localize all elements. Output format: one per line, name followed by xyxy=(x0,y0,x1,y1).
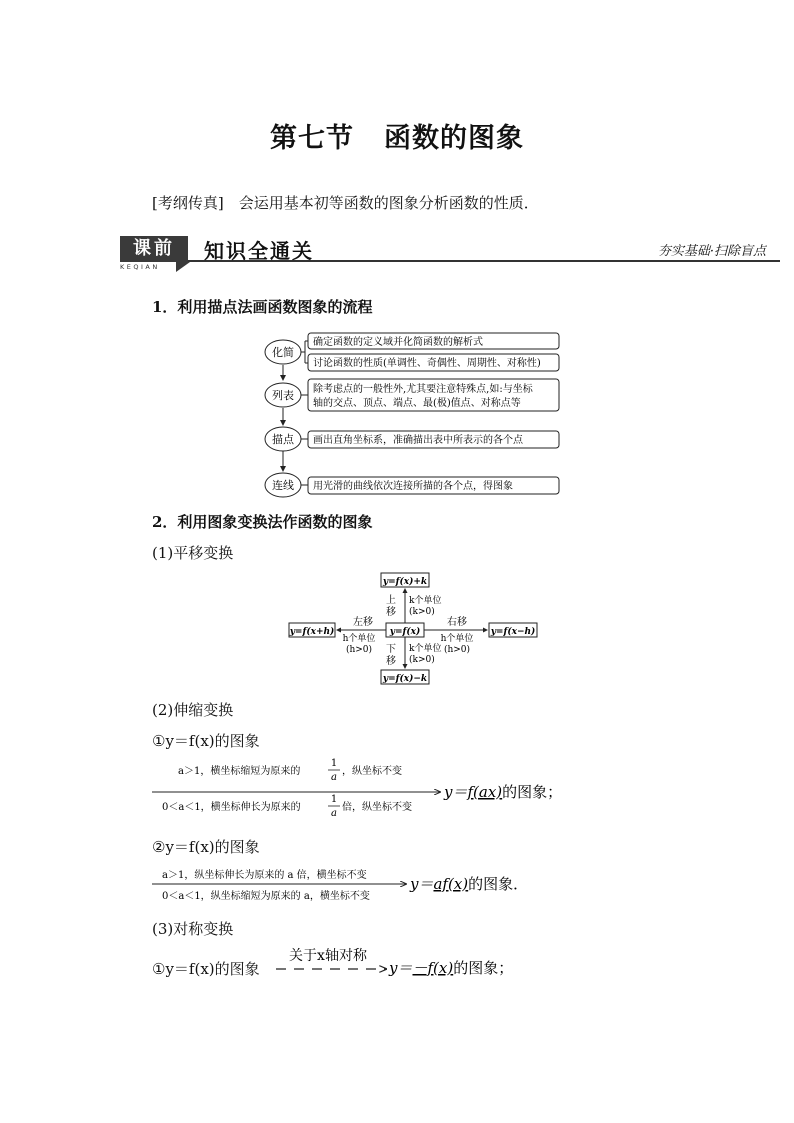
scaling2-top-cond: a＞1，纵坐标伸长为原来的 a 倍，横坐标不变 xyxy=(162,870,367,881)
translation-right: y=f(x−h) xyxy=(490,627,536,637)
banner-title: 知识全通关 xyxy=(204,239,314,263)
down-label-2: 移 xyxy=(386,656,396,667)
step2-item2: 轴的交点、顶点、端点、最(极)值点、对称点等 xyxy=(313,398,521,409)
scaling1-result-pre: y＝ xyxy=(444,783,468,801)
translation-bottom: y=f(x)−k xyxy=(382,674,428,684)
symmetry-result-post: 的图象； xyxy=(453,959,514,977)
banner-badge: 课前 xyxy=(120,236,188,262)
right-cond-2: (h>0) xyxy=(443,645,471,655)
scaling1-top-cond-b: ，纵坐标不变 xyxy=(342,766,402,777)
scaling-item2-diagram xyxy=(150,864,590,906)
scaling2-result-pre: y＝ xyxy=(410,875,434,893)
symmetry-item1-diagram xyxy=(268,942,528,982)
scaling1-result-ul: f(ax) xyxy=(467,783,503,801)
left-cond-2: (h>0) xyxy=(345,645,373,655)
banner-badge-sub: KEQIAN xyxy=(120,263,160,271)
frac2-num: 1 xyxy=(330,794,338,805)
symmetry-arrow-label: 关于x轴对称 xyxy=(289,948,367,964)
down-label-1: 下 xyxy=(386,644,396,655)
frac1-den: a xyxy=(331,772,337,783)
scaling-heading: (2)伸缩变换 xyxy=(152,701,234,719)
title-main: 第七节 xyxy=(270,123,354,154)
translation-diagram xyxy=(285,570,545,688)
right-cond-1: h个单位 xyxy=(440,634,474,644)
translation-center: y=f(x) xyxy=(389,627,421,637)
step1-item1: 确定函数的定义域并化简函数的解析式 xyxy=(313,337,483,348)
syllabus-text: [考纲传真] 会运用基本初等函数的图象分析函数的性质． xyxy=(152,194,539,212)
left-cond-1: h个单位 xyxy=(342,634,376,644)
step-label-4: 连线 xyxy=(272,479,294,492)
scaling2-result-post: 的图象． xyxy=(468,875,529,893)
scaling1-bottom-cond-b: 倍，纵坐标不变 xyxy=(342,802,412,813)
step2-item1: 除考虑点的一般性外,尤其要注意特殊点,如:与坐标 xyxy=(313,384,533,395)
up-cond-1: k个单位 xyxy=(409,596,442,606)
up-label-2: 移 xyxy=(386,607,396,618)
step4-item1: 用光滑的曲线依次连接所描的各个点，得图象 xyxy=(313,481,513,492)
frac1-num: 1 xyxy=(330,758,338,769)
scaling2-result-ul: af(x) xyxy=(433,875,469,893)
translation-left: y=f(x+h) xyxy=(289,627,335,637)
symmetry-item1-lead: ①y＝f(x)的图象 xyxy=(152,960,260,978)
page-title xyxy=(0,116,794,155)
frac2-den: a xyxy=(331,808,337,819)
step-label-1: 化简 xyxy=(272,346,294,359)
symmetry-result-pre: y＝ xyxy=(389,959,413,977)
symmetry-result-ul: －f(x) xyxy=(412,959,454,977)
symmetry-heading: (3)对称变换 xyxy=(152,920,234,938)
scaling1-bottom-cond-a: 0＜a＜1，横坐标伸长为原来的 xyxy=(162,802,301,813)
scaling1-top-cond-a: a＞1，横坐标缩短为原来的 xyxy=(178,766,301,777)
step-label-3: 描点 xyxy=(272,433,294,446)
right-label: 右移 xyxy=(447,617,467,628)
section1-heading: 1．利用描点法画函数图象的流程 xyxy=(152,298,373,316)
translation-top: y=f(x)+k xyxy=(382,577,428,587)
svg-text:y＝f(ax)的图象； xyxy=(443,783,562,801)
svg-text:y＝－f(x)的图象； xyxy=(388,959,513,977)
step-label-2: 列表 xyxy=(272,389,294,402)
scaling-item2-lead: ②y＝f(x)的图象 xyxy=(152,838,260,856)
left-label: 左移 xyxy=(353,617,373,628)
up-label-1: 上 xyxy=(386,595,396,606)
step1-item2: 讨论函数的性质(单调性、奇偶性、周期性、对称性) xyxy=(313,358,541,369)
banner-tagline: 夯实基础·扫除盲点 xyxy=(657,244,766,259)
up-cond-2: (k>0) xyxy=(409,607,435,617)
down-cond-1: k个单位 xyxy=(409,644,442,654)
scaling-item1-lead: ①y＝f(x)的图象 xyxy=(152,732,260,750)
scaling1-result-post: 的图象； xyxy=(502,783,563,801)
translation-heading: (1)平移变换 xyxy=(152,544,234,562)
svg-text:y＝af(x)的图象． xyxy=(409,875,528,893)
section2-heading: 2．利用图象变换法作函数的图象 xyxy=(152,513,373,531)
title-sub: 函数的图象 xyxy=(384,123,524,154)
flowchart-diagram xyxy=(255,328,565,500)
step3-item1: 画出直角坐标系，准确描出表中所表示的各个点 xyxy=(313,435,523,446)
scaling2-bottom-cond: 0＜a＜1，纵坐标缩短为原来的 a，横坐标不变 xyxy=(162,891,370,902)
scaling-item1-diagram xyxy=(150,758,590,824)
down-cond-2: (k>0) xyxy=(409,655,435,665)
